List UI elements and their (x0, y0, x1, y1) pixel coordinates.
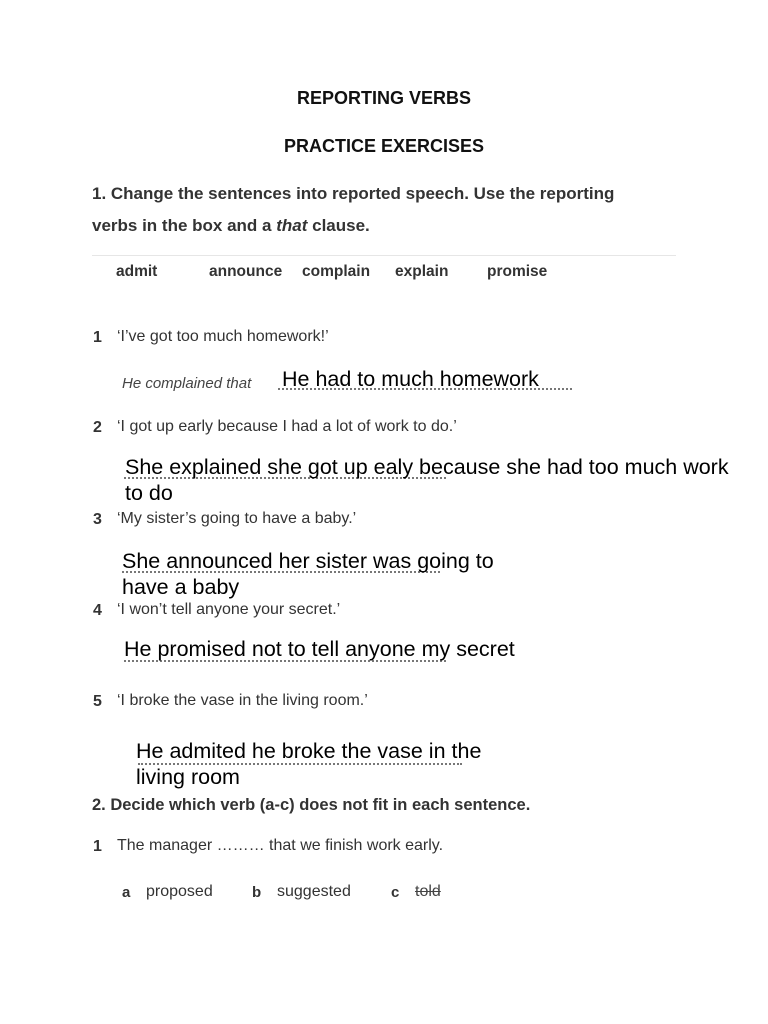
ex2-item1-number: 1 (93, 838, 102, 855)
item5-quote: ‘I broke the vase in the living room.’ (117, 692, 368, 709)
item5-answer[interactable]: He admited he broke the vase in the living room (136, 739, 482, 789)
page-subtitle: PRACTICE EXERCISES (283, 136, 485, 156)
item4-answer[interactable]: He promised not to tell anyone my secret (124, 637, 515, 661)
ex2-item1-sentence: The manager ……… that we finish work early. (117, 837, 444, 854)
instruction-text: verbs in the box and a (92, 216, 277, 235)
item3-answer[interactable]: She announced her sister was going to have a baby (122, 549, 494, 599)
verb-promise: promise (487, 263, 548, 280)
item1-quote: ‘I’ve got too much homework!’ (117, 328, 329, 345)
verb-complain: complain (302, 263, 371, 280)
item1-number: 1 (93, 329, 102, 346)
item4-quote: ‘I won’t tell anyone your secret.’ (117, 601, 341, 618)
exercise1-instruction-line2 (92, 216, 370, 236)
item3-number: 3 (93, 511, 102, 528)
item5-number: 5 (93, 693, 102, 710)
item2-answer[interactable]: She explained she got up ealy because she had too much work to do (125, 455, 729, 505)
item4-number: 4 (93, 602, 102, 619)
option-b-letter: b (252, 884, 262, 901)
option-c-text-struck[interactable]: told (415, 883, 441, 900)
instruction-text-end: clause. (307, 216, 370, 235)
option-a-text[interactable]: proposed (146, 883, 213, 900)
option-a-letter: a (122, 884, 131, 901)
item3-quote: ‘My sister’s going to have a baby.’ (117, 510, 357, 527)
exercise1-instruction-line1: 1. Change the sentences into reported speech. Use the reporting (92, 184, 615, 203)
option-c-letter: c (391, 884, 400, 901)
verb-announce: announce (209, 263, 283, 280)
item1-answer[interactable]: He had to much homework (282, 367, 539, 391)
item1-prompt: He complained that (122, 375, 252, 392)
verb-box-divider (92, 255, 676, 256)
page-title: REPORTING VERBS (296, 88, 472, 108)
option-b-text[interactable]: suggested (277, 883, 351, 900)
verb-explain: explain (395, 263, 449, 280)
exercise2-instruction: 2. Decide which verb (a-c) does not fit in each sentence. (92, 796, 531, 814)
item2-quote: ‘I got up early because I had a lot of work to do.’ (117, 418, 457, 435)
instruction-emphasis: that (276, 216, 308, 235)
verb-admit: admit (116, 263, 158, 280)
item2-number: 2 (93, 419, 102, 436)
